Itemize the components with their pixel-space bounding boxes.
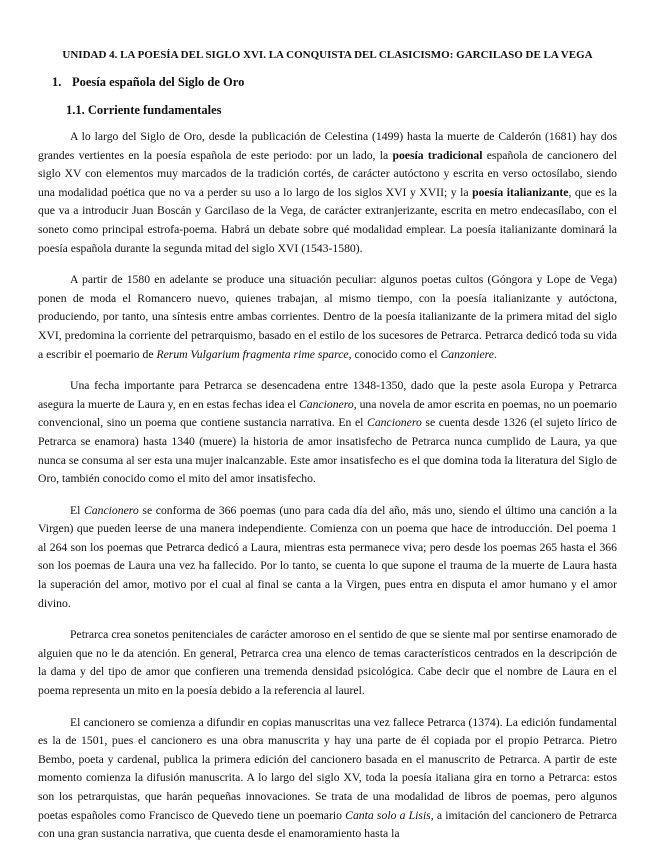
- paragraph-4: [38, 502, 617, 614]
- section-heading: [52, 74, 617, 90]
- bold-term: poesía italianizante: [472, 185, 569, 199]
- paragraph-3: [38, 377, 617, 489]
- italic-title: Cancionero: [84, 503, 139, 517]
- text-run: El: [70, 503, 85, 517]
- text-run: española de cancionero del siglo XV con elementos muy marcados de la tradición cortés, de carácter autóctono y escrita en verso octosílabo, siendo una modalidad poética que no va a perder su uso a lo largo de los siglos XVI y XVII; y la: [38, 148, 617, 199]
- text-run: se cuenta desde 1326 (el sujeto lírico de Petrarca se enamora) hasta 1340 (muere) la historia de amor insatisfecho de Petrarca nunca cumplido de Laura, ya que nunca se consuma al ser esta una mujer inalcanzable. Este amor insatisfecho es el que domina toda la literatura del Siglo de Oro, también conocido como el mito del amor insatisfecho.: [38, 416, 617, 486]
- italic-title: Canta solo a Lisis: [345, 808, 431, 822]
- italic-title: Rerum Vulgarium fragmenta rime sparce: [156, 347, 349, 361]
- text-run: , que es la que va a introducir Juan Boscán y Garcilaso de la Vega, de carácter extranjerizante, escrita en metro endecasílabo, con el soneto como principal estrofa-poema. Habrá un debate sobre qué modalidad emplear. La poesía italianizante dominará la poesía española durante la segunda mitad del siglo XVI (1543-1580).: [38, 185, 617, 255]
- text-run: , conocido como el: [348, 347, 441, 361]
- text-run: A lo largo del Siglo de Oro, desde la publicación de Celestina (1499) hasta la muerte de Calderón (1681) hay dos grandes vertientes en la poesía española de este periodo: por un lado, la: [38, 130, 617, 162]
- paragraph-2: [38, 271, 617, 364]
- section-heading-label: Poesía española del Siglo de Oro: [72, 75, 245, 89]
- unit-title: UNIDAD 4. LA POESÍA DEL SIGLO XVI. LA CONQUISTA DEL CLASICISMO: GARCILASO DE LA VEGA: [62, 49, 593, 61]
- italic-title: Cancionero: [367, 416, 422, 430]
- paragraph-1: [38, 128, 617, 258]
- text-run: , a imitación del cancionero de Petrarca con una gran sustancia narrativa, que cuenta desde el enamoramiento hasta la: [38, 808, 617, 841]
- text-run: , una novela de amor escrita en poemas, no un poemario convencional, sino un poema que contiene sustancia narrativa. En el: [38, 397, 617, 430]
- document-page: [38, 48, 617, 844]
- italic-title: Cancionero: [298, 397, 354, 411]
- text-run: .: [493, 347, 497, 361]
- text-run: A partir de 1580 en adelante se produce una situación peculiar: algunos poetas cultos (Góngora y Lope de Vega) ponen de moda el Romancero nuevo, quienes trabajan, al mismo tiempo, con la poesía italianizante y autóctona, produciendo, por tanto, una síntesis entre ambas corrientes. Dentro de la poesía italianizante de la primera mitad del siglo XVI, predomina la corriente del petrarquismo, basado en el estilo de los sucesores de Petrarca. Petrarca dedicó toda su vida a escribir el poemario de: [38, 273, 617, 361]
- subsection-heading: 1.1. Corriente fundamentales: [66, 103, 222, 117]
- paragraph-5: Petrarca crea sonetos penitenciales de carácter amoroso en el sentido de que se siente mal por sentirse enamorado de alguien que no le da atención. En general, Petrarca crea una elenco de temas característicos centrados en la descripción de la dama y del tipo de amor que confieren una tremenda densidad psicológica. Cabe decir que el nombre de Laura en el poema representa un mito en la poesía debido a la referencia al laurel.: [38, 628, 617, 698]
- text-run: Una fecha importante para Petrarca se desencadena entre 1348-1350, dado que la peste asola Europa y Petrarca asegura la muerte de Laura y, en en estas fechas idea el: [38, 379, 617, 411]
- section-number: 1.: [52, 75, 62, 89]
- bold-term: poesía tradicional: [392, 148, 483, 162]
- text-run: se conforma de 366 poemas (uno para cada día del año, más uno, siendo el último una canción a la Virgen) que pueden leerse de una manera independiente. Comienza con un poema que hace de introducción. Del poema 1 al 264 son los poemas que Petrarca dedicó a Laura, mientras esta permanece viva; pero desde los poemas 265 hasta el 366 son los poemas de Laura una vez ha fallecido. Por lo tanto, se cuenta lo que supone el trauma de la muerte de Laura hasta la superación del amor, motivo por el cual al final se canta a la Virgen, pues entra en disputa el amor humano y el amor divino.: [38, 503, 617, 610]
- text-run: El cancionero se comienza a difundir en copias manuscritas una vez fallece Petrarca (1374). La edición fundamental es la de 1501, pues el cancionero es una obra manuscrita y hay una parte de él copiada por el propio Petrarca. Pietro Bembo, poeta y cardenal, publica la primera edición del cancionero basada en el manuscrito de Petrarca. A partir de este momento comienza la difusión manuscrita. A lo largo del siglo XV, toda la poesía italiana gira en torno a Petrarca: estos son los petrarquistas, que harán pequeñas innovaciones. Se trata de una modalidad de libros de poemas, pero algunos poetas españoles como Francisco de Quevedo tiene un poemario: [38, 715, 617, 822]
- paragraph-6: [38, 714, 617, 844]
- italic-title: Canzoniere: [440, 347, 494, 361]
